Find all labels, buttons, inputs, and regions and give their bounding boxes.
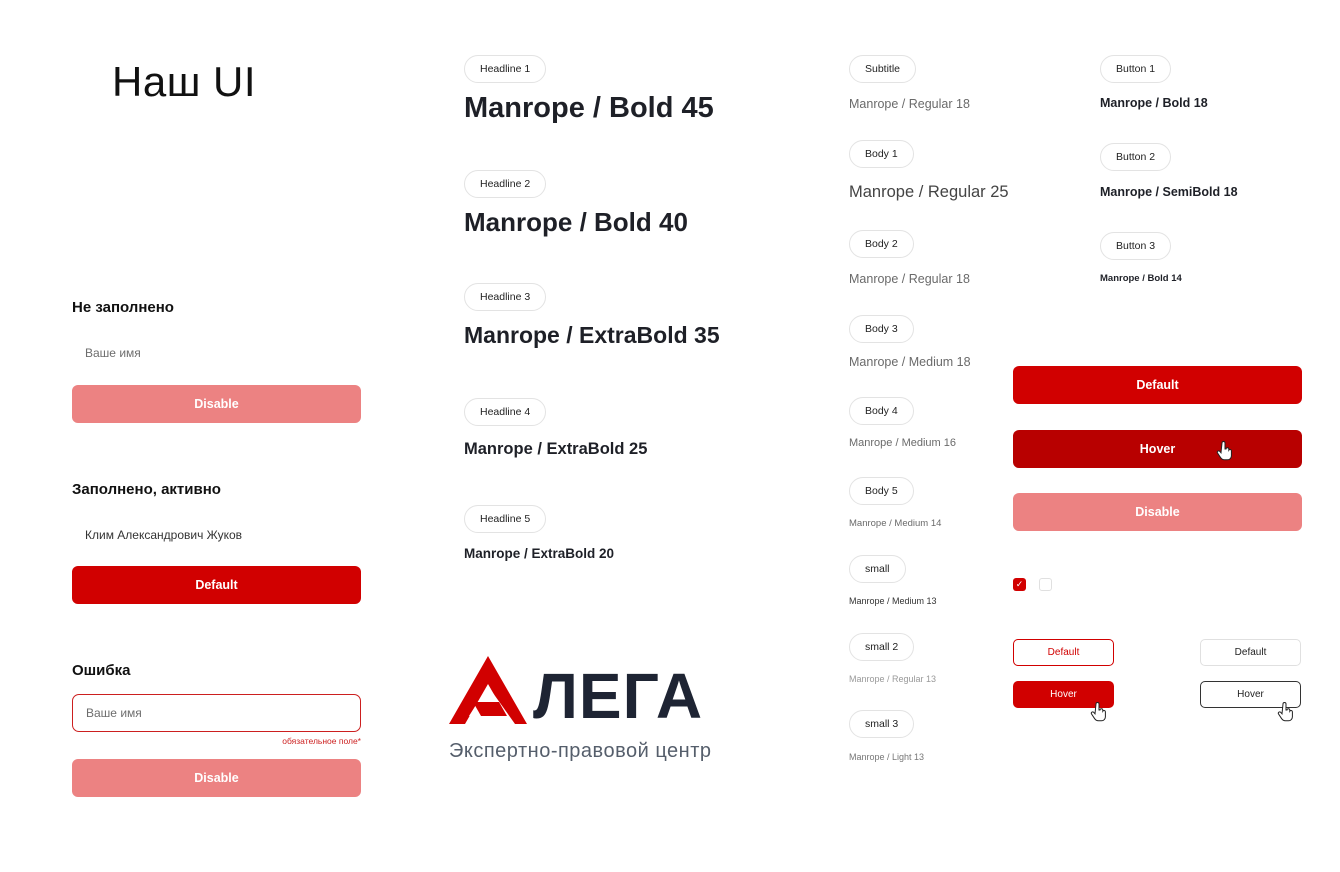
chip-headline-2: Headline 2 [464,170,546,198]
large-hover-button[interactable]: Hover [1013,430,1302,468]
chip-body-5: Body 5 [849,477,914,505]
subtitle-sample: Manrope / Regular 18 [849,97,970,111]
name-input-filled[interactable] [72,516,361,554]
chip-headline-3: Headline 3 [464,283,546,311]
state-label-empty: Не заполнено [72,299,174,316]
chip-headline-4: Headline 4 [464,398,546,426]
chip-body-4: Body 4 [849,397,914,425]
body-2-sample: Manrope / Regular 18 [849,272,970,286]
check-icon: ✓ [1015,579,1024,589]
checkbox-unchecked[interactable] [1039,578,1052,591]
headline-3-sample: Manrope / ExtraBold 35 [464,322,720,348]
button-3-sample: Manrope / Bold 14 [1100,273,1182,284]
name-input-value: Клим Александрович Жуков [85,528,243,542]
chip-subtitle: Subtitle [849,55,916,83]
chip-small-3: small 3 [849,710,914,738]
lega-logo-icon [449,656,527,724]
body-4-sample: Manrope / Medium 16 [849,437,956,449]
body-3-sample: Manrope / Medium 18 [849,355,971,369]
chip-small: small [849,555,906,583]
error-message: обязательное поле* [282,736,361,746]
headline-5-sample: Manrope / ExtraBold 20 [464,546,615,561]
hand-cursor-icon [1277,702,1293,722]
logo-subtitle: Экспертно-правовой центр [449,740,712,762]
name-input-empty[interactable] [72,334,361,372]
hand-cursor-icon [1216,441,1232,461]
headline-1-sample: Manrope / Bold 45 [464,92,714,124]
chip-small-2: small 2 [849,633,914,661]
headline-2-sample: Manrope / Bold 40 [464,207,688,237]
headline-4-sample: Manrope / ExtraBold 25 [464,440,648,458]
small-3-sample: Manrope / Light 13 [849,752,925,762]
body-5-sample: Manrope / Medium 14 [849,518,942,529]
chip-body-2: Body 2 [849,230,914,258]
small-2-sample: Manrope / Regular 13 [849,674,937,684]
chip-body-3: Body 3 [849,315,914,343]
small-filled-hover-button[interactable]: Hover [1013,681,1114,708]
chip-body-1: Body 1 [849,140,914,168]
button-2-sample: Manrope / SemiBold 18 [1100,185,1238,199]
chip-headline-1: Headline 1 [464,55,546,83]
body-1-sample: Manrope / Regular 25 [849,183,1009,201]
state-label-error: Ошибка [72,662,131,679]
logo-wordmark: ЛЕГА [533,660,704,732]
chip-button-1: Button 1 [1100,55,1171,83]
hand-cursor-icon [1090,702,1106,722]
disable-button-error[interactable]: Disable [72,759,361,797]
checkbox-checked[interactable] [1013,578,1026,591]
small-sample: Manrope / Medium 13 [849,596,937,606]
name-input-error[interactable] [72,694,361,732]
small-outline-default-button[interactable]: Default [1013,639,1114,666]
chip-button-3: Button 3 [1100,232,1171,260]
disable-button[interactable]: Disable [72,385,361,423]
chip-button-2: Button 2 [1100,143,1171,171]
name-input-error-placeholder: Ваше имя [86,706,142,720]
chip-headline-5: Headline 5 [464,505,546,533]
large-disable-button[interactable]: Disable [1013,493,1302,531]
name-input-placeholder: Ваше имя [85,346,141,360]
large-default-button[interactable]: Default [1013,366,1302,404]
state-label-filled: Заполнено, активно [72,481,221,498]
page-title: Наш UI [112,58,257,105]
small-ghost-default-button[interactable]: Default [1200,639,1301,666]
button-1-sample: Manrope / Bold 18 [1100,96,1208,110]
default-button[interactable]: Default [72,566,361,604]
small-ghost-hover-button[interactable]: Hover [1200,681,1301,708]
